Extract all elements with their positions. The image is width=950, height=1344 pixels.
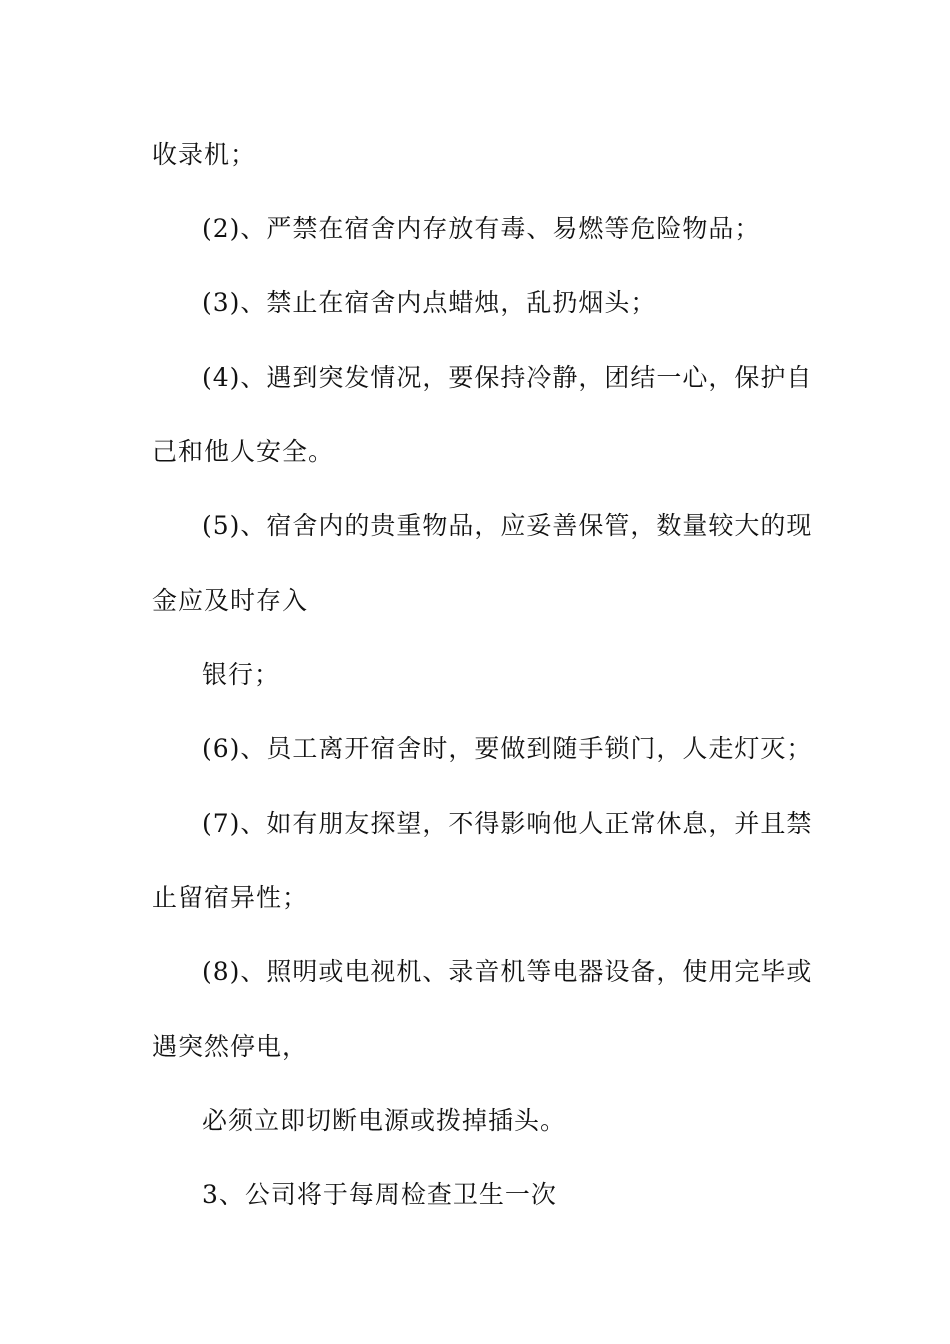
rule-item-6: (6)、员工离开宿舍时，要做到随手锁门，人走灯灭； [202, 734, 813, 763]
section-3-heading: 3、公司将于每周检查卫生一次 [202, 1180, 557, 1209]
text-line: 必须立即切断电源或拨掉插头。 [202, 1106, 567, 1135]
text-line: 己和他人安全。 [152, 437, 335, 466]
rule-item-2: (2)、严禁在宿舍内存放有毒、易燃等危险物品； [202, 214, 761, 243]
rule-item-4: (4)、遇到突发情况，要保持冷静，团结一心，保护自 [202, 363, 813, 392]
text-line: 遇突然停电， [152, 1032, 309, 1061]
text-line: 止留宿异性； [152, 883, 309, 912]
text-line: 银行； [202, 660, 281, 689]
rule-item-7: (7)、如有朋友探望，不得影响他人正常休息，并且禁 [202, 809, 813, 838]
rule-item-3: (3)、禁止在宿舍内点蜡烛，乱扔烟头； [202, 288, 657, 317]
text-line: 收录机； [152, 140, 257, 169]
rule-item-5: (5)、宿舍内的贵重物品，应妥善保管，数量较大的现 [202, 511, 813, 540]
rule-item-8: (8)、照明或电视机、录音机等电器设备，使用完毕或 [202, 957, 813, 986]
text-line: 金应及时存入 [152, 586, 309, 615]
